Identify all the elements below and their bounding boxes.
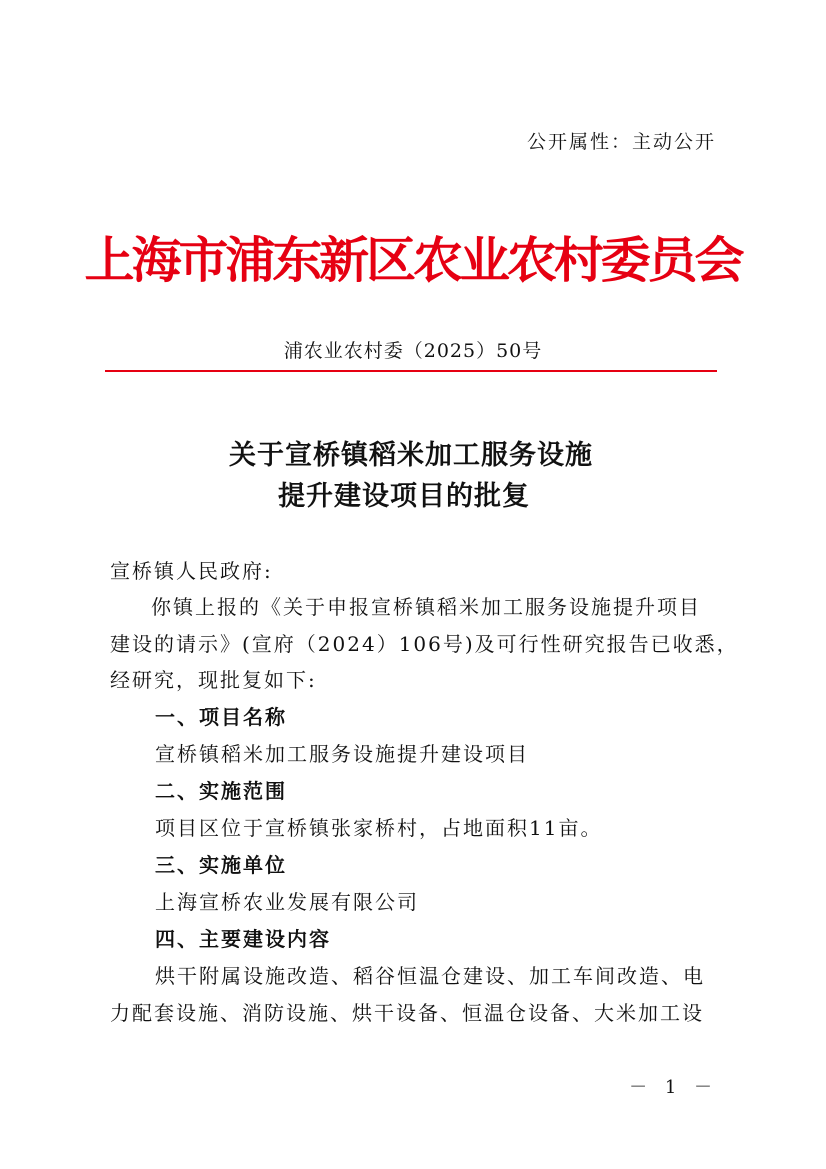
section-heading-project-name: 一、项目名称 [155, 705, 287, 729]
section-heading-construction-content: 四、主要建设内容 [155, 927, 331, 951]
section-heading-scope: 二、实施范围 [155, 779, 287, 803]
document-number: 浦农业农村委（2025）50号 [283, 340, 543, 362]
section-heading-implementer: 三、实施单位 [155, 853, 287, 877]
disclosure-attribute: 公开属性：主动公开 [526, 131, 716, 153]
section-content-implementer: 上海宣桥农业发展有限公司 [155, 890, 419, 914]
section-content-project-name: 宣桥镇稻米加工服务设施提升建设项目 [155, 742, 529, 766]
intro-paragraph-line-1: 你镇上报的《关于申报宣桥镇稻米加工服务设施提升项目 [151, 595, 701, 619]
addressee: 宣桥镇人民政府: [110, 559, 273, 583]
section-content-scope: 项目区位于宣桥镇张家桥村，占地面积11亩。 [155, 816, 603, 840]
section-content-continuation: 力配套设施、消防设施、烘干设备、恒温仓设备、大米加工设 [110, 1001, 704, 1025]
section-content-construction-content: 烘干附属设施改造、稻谷恒温仓建设、加工车间改造、电 [155, 964, 705, 988]
intro-paragraph-line-2: 建设的请示》(宣府（2024）106号)及可行性研究报告已收悉， [110, 632, 739, 656]
issuing-organization-header: 上海市浦东新区农业农村委员会 [84, 231, 742, 289]
page-number: － 1 － [629, 1077, 718, 1098]
document-title-line-1: 关于宣桥镇稻米加工服务设施 [229, 440, 593, 471]
red-divider-line [105, 370, 717, 372]
intro-paragraph-line-3: 经研究，现批复如下: [110, 668, 317, 692]
document-title-line-2: 提升建设项目的批复 [278, 481, 530, 512]
